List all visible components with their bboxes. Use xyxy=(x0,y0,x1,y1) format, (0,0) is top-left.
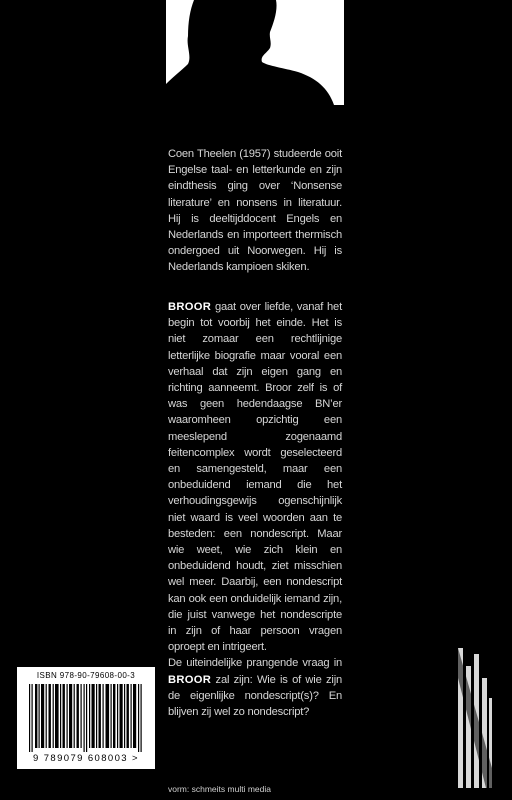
author-silhouette xyxy=(166,0,344,105)
blurb-text-1: gaat over liefde, vanaf het begin tot voorbij het einde. Het is niet zomaar een rechtlijnige letterlijke biografie maar vooral een verhaal dat zijn eigen gang en richting aanneemt. Broor zelf is of was geen hedendaagse BN’er waaromheen opzichtig een meeslepend zogenaamd feitencomplex wordt geselecteerd en samengesteld, maar een onbeduidend iemand die het verhoudingsgewijs ogenschijnlijk niet waard is veel woorden aan te besteden: een nondescript. Maar wie weet, wie zich klein en onbeduidend houdt, ziet misschien wel meer. Daarbij, een nondescript kan ook een onduidelijk iemand zijn, die juist vanwege het nondescripte in zijn of haar persoon vragen oproept en intrigeert. xyxy=(168,301,342,654)
book-title-mark: BROOR xyxy=(168,301,212,313)
blurb-text-2a: De uiteindelijke prangende vraag in xyxy=(168,657,342,670)
isbn-label: ISBN 978-90-79608-00-3 xyxy=(36,671,136,680)
author-silhouette-photo xyxy=(166,0,344,105)
book-blurb xyxy=(168,299,342,720)
isbn-barcode xyxy=(17,667,155,769)
blurb-paragraph-2 xyxy=(168,655,342,720)
barcode-bars xyxy=(27,684,145,752)
barcode-digits: 9 789079 608003 > xyxy=(33,753,139,764)
design-credit: vorm: schmeits multi media xyxy=(168,784,271,794)
book-title-mark-2: BROOR xyxy=(168,673,212,686)
blurb-paragraph-1 xyxy=(168,299,342,655)
author-bio: Coen Theelen (1957) studeerde ooit Engelse taal- en letterkunde en zijn eindthesis ging over ‘Nonsense literature’ en nonsens in literatuur. Hij is deeltijddocent Engels en Nederlands en importeert thermisch ondergoed uit Noorwegen. Hij is Nederlands kampioen skiken. xyxy=(168,148,342,274)
blurb-text-2b: zal zijn: Wie is of wie zijn de eigenlijke nondescript(s)? En blijven zij wel zo nondescript? xyxy=(168,673,342,719)
publisher-logo xyxy=(456,648,494,788)
